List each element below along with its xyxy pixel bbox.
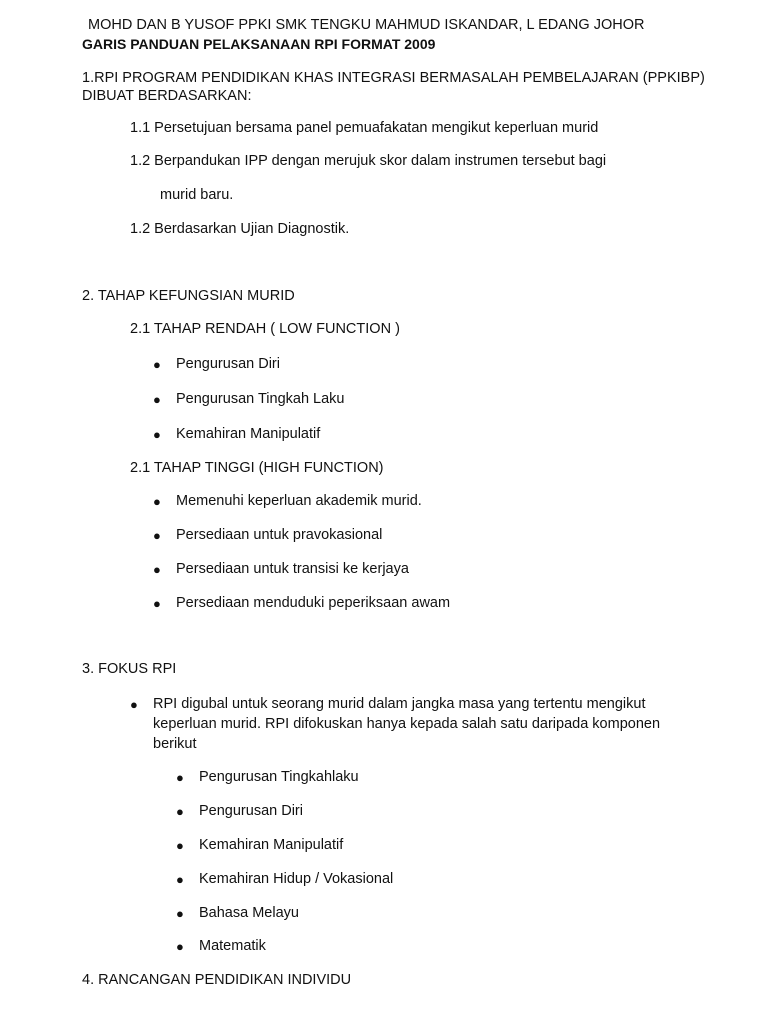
bullet-icon: ● [153,357,161,372]
bullet-icon: ● [176,838,184,853]
section2-high-label: 2.1 TAHAP TINGGI (HIGH FUNCTION) [130,460,384,476]
section1-item-1-1: 1.1 Persetujuan bersama panel pemuafakatan mengikut keperluan murid [130,120,599,136]
bullet-icon: ● [176,804,184,819]
component-6: Matematik [199,938,266,954]
bullet-icon: ● [153,596,161,611]
section1-heading-line2: DIBUAT BERDASARKAN: [82,88,252,104]
section1-item-1-2-cont: murid baru. [160,187,234,203]
section1-item-1-2b: 1.2 Berdasarkan Ujian Diagnostik. [130,221,350,237]
section1-item-1-2: 1.2 Berpandukan IPP dengan merujuk skor dalam instrumen tersebut bagi [130,153,607,169]
bullet-icon: ● [153,427,161,442]
bullet-icon: ● [176,770,184,785]
section1-heading-line1: 1.RPI PROGRAM PENDIDIKAN KHAS INTEGRASI BERMASALAH PEMBELAJARAN (PPKIBP) [82,70,705,86]
low-bullet-3: Kemahiran Manipulatif [176,426,321,442]
component-5: Bahasa Melayu [199,905,299,921]
bullet-icon: ● [176,906,184,921]
section3-heading: 3. FOKUS RPI [82,661,177,677]
section3-paragraph-line2: keperluan murid. RPI difokuskan hanya kepada salah satu daripada komponen [153,716,661,732]
high-bullet-2: Persediaan untuk pravokasional [176,527,383,543]
high-bullet-3: Persediaan untuk transisi ke kerjaya [176,561,409,577]
component-2: Pengurusan Diri [199,803,303,819]
bullet-icon: ● [153,392,161,407]
bullet-icon: ● [176,872,184,887]
section3-paragraph-line1: RPI digubal untuk seorang murid dalam jangka masa yang tertentu mengikut [153,696,646,712]
bullet-icon: ● [176,939,184,954]
component-4: Kemahiran Hidup / Vokasional [199,871,394,887]
bullet-icon: ● [153,528,161,543]
bullet-icon: ● [130,697,138,712]
bullet-icon: ● [153,494,161,509]
section4-heading: 4. RANCANGAN PENDIDIKAN INDIVIDU [82,972,352,988]
high-bullet-1: Memenuhi keperluan akademik murid. [176,493,422,509]
section2-heading: 2. TAHAP KEFUNGSIAN MURID [82,288,295,304]
component-1: Pengurusan Tingkahlaku [199,769,359,785]
section2-low-label: 2.1 TAHAP RENDAH ( LOW FUNCTION ) [130,321,400,337]
low-bullet-2: Pengurusan Tingkah Laku [176,391,345,407]
author-line: MOHD DAN B YUSOF PPKI SMK TENGKU MAHMUD ISKANDAR, L EDANG JOHOR [88,17,645,33]
section3-paragraph-line3: berikut [153,736,197,752]
component-3: Kemahiran Manipulatif [199,837,344,853]
low-bullet-1: Pengurusan Diri [176,356,280,372]
document-title: GARIS PANDUAN PELAKSANAAN RPI FORMAT 2009 [82,36,436,52]
bullet-icon: ● [153,562,161,577]
high-bullet-4: Persediaan menduduki peperiksaan awam [176,595,451,611]
